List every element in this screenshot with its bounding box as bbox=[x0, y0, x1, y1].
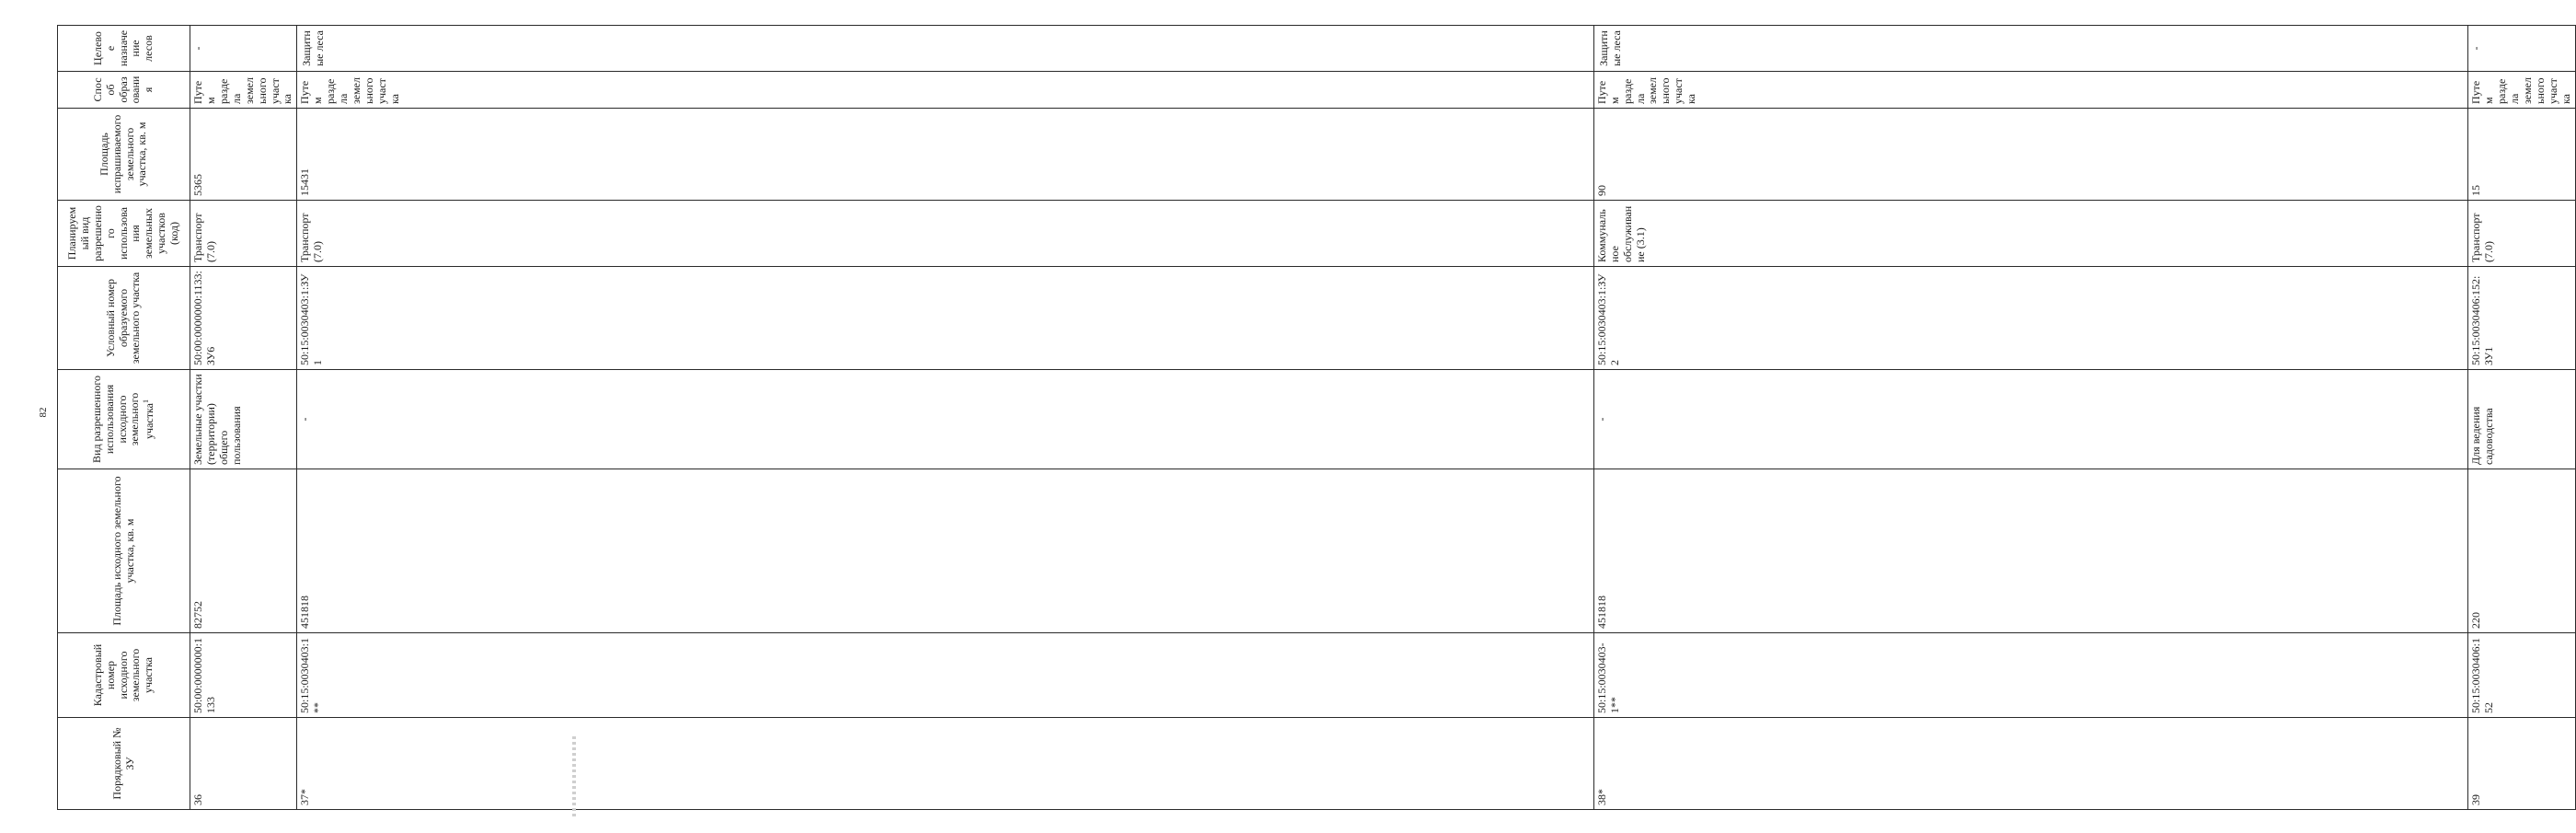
cell-cadastral: 50:15:0030403:1** bbox=[297, 633, 1594, 718]
cell-seq: 38* bbox=[1593, 718, 2468, 810]
cell-requested-area: 90 bbox=[1593, 109, 2468, 201]
cell-planned-use: Транспорт (7.0) bbox=[297, 201, 1594, 267]
header-permitted-use bbox=[58, 370, 190, 469]
table-header-row bbox=[58, 26, 190, 810]
cell-planned-use: Транспорт (7.0) bbox=[2468, 201, 2575, 267]
header-requested-area: Площадь испрашиваемого земельного участка, кв. м bbox=[58, 109, 190, 201]
header-footnote-mark: 1 bbox=[142, 399, 151, 404]
table-row bbox=[190, 26, 297, 810]
land-plots-table bbox=[57, 25, 2576, 810]
cell-method: Путем раздела земельного участка bbox=[190, 72, 297, 109]
cell-new-number: 50:15:0030406:152:ЗУ1 bbox=[2468, 267, 2575, 370]
table-row bbox=[297, 26, 1594, 810]
cell-requested-area: 15 bbox=[2468, 109, 2575, 201]
cell-source-area: 451818 bbox=[297, 469, 1594, 633]
header-planned-use: Планируемый вид разрешенного использования земельных участков (код) bbox=[58, 201, 190, 267]
cell-new-number: 50:15:0030403:1:ЗУ2 bbox=[1593, 267, 2468, 370]
header-forest-purpose: Целевое назначение лесов bbox=[58, 26, 190, 72]
cell-planned-use: Коммунальное обслуживание (3.1) bbox=[1593, 201, 2468, 267]
document-table-frame bbox=[57, 26, 2572, 810]
cell-seq: 37* bbox=[297, 718, 1594, 810]
header-cadastral: Кадастровый номер исходного земельного участка bbox=[58, 633, 190, 718]
header-new-number: Условный номер образуемого земельного участка bbox=[58, 267, 190, 370]
header-method: Способ образования bbox=[58, 72, 190, 109]
cell-cadastral: 50:00:0000000:1133 bbox=[190, 633, 297, 718]
cell-method: Путем раздела земельного участка bbox=[2468, 72, 2575, 109]
cell-seq: 36 bbox=[190, 718, 297, 810]
page-number: 82 bbox=[38, 407, 49, 418]
cell-planned-use: Транспорт (7.0) bbox=[190, 201, 297, 267]
cell-seq: 39 bbox=[2468, 718, 2575, 810]
header-seq: Порядковый № ЗУ bbox=[58, 718, 190, 810]
scan-edge-mark bbox=[572, 736, 576, 819]
rotated-table-wrapper bbox=[57, 26, 2572, 810]
header-permitted-use-text: Вид разрешенного использования исходного земельного участка bbox=[89, 376, 156, 463]
cell-cadastral: 50:15:0030403-1** bbox=[1593, 633, 2468, 718]
cell-permitted-use: Земельные участки (территории) общего пользования bbox=[190, 370, 297, 469]
cell-requested-area: 5365 bbox=[190, 109, 297, 201]
cell-method: Путем раздела земельного участка bbox=[297, 72, 1594, 109]
cell-cadastral: 50:15:0030406:152 bbox=[2468, 633, 2575, 718]
cell-new-number: 50:15:0030403:1:ЗУ1 bbox=[297, 267, 1594, 370]
cell-forest-purpose: - bbox=[190, 26, 297, 72]
cell-source-area: 451818 bbox=[1593, 469, 2468, 633]
cell-source-area: 220 bbox=[2468, 469, 2575, 633]
header-source-area: Площадь исходного земельного участка, кв. м bbox=[58, 469, 190, 633]
cell-new-number: 50:00:0000000:1133:ЗУ6 bbox=[190, 267, 297, 370]
cell-permitted-use: - bbox=[1593, 370, 2468, 469]
table-row bbox=[2468, 26, 2575, 810]
cell-method: Путем раздела земельного участка bbox=[1593, 72, 2468, 109]
cell-forest-purpose: Защитные леса bbox=[297, 26, 1594, 72]
table-row bbox=[1593, 26, 2468, 810]
cell-permitted-use: - bbox=[297, 370, 1594, 469]
cell-source-area: 82752 bbox=[190, 469, 297, 633]
cell-permitted-use: Для ведения садоводства bbox=[2468, 370, 2575, 469]
cell-forest-purpose: - bbox=[2468, 26, 2575, 72]
cell-forest-purpose: Защитные леса bbox=[1593, 26, 2468, 72]
cell-requested-area: 15431 bbox=[297, 109, 1594, 201]
